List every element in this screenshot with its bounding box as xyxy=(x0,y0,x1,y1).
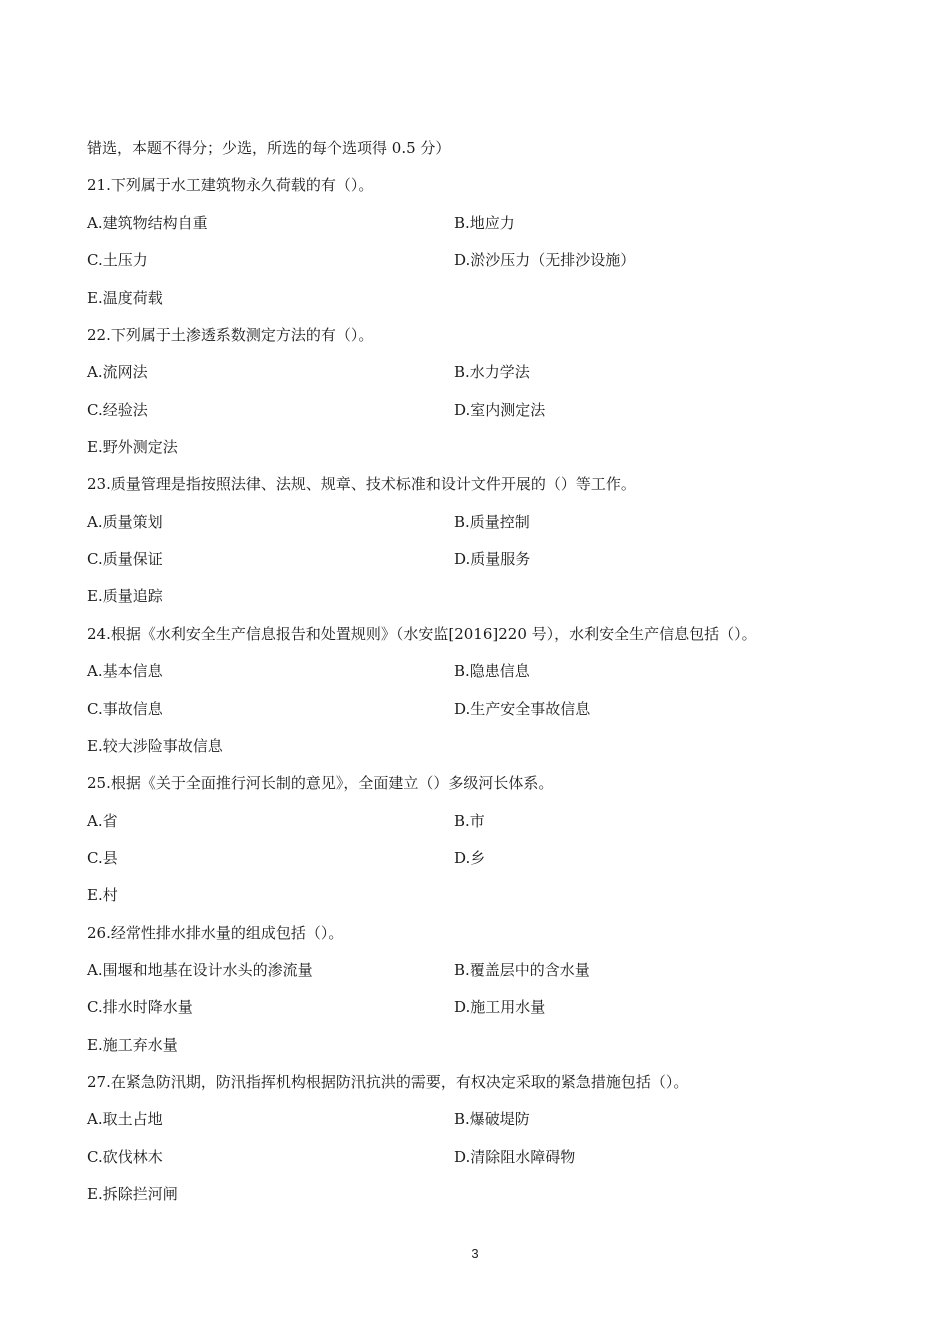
q27-option-a: A.取土占地 xyxy=(87,1110,163,1128)
q26-option-a: A.围堰和地基在设计水头的渗流量 xyxy=(87,961,313,979)
q23-option-c: C.质量保证 xyxy=(87,550,163,568)
question-27-stem: 27.在紧急防汛期，防汛指挥机构根据防汛抗洪的需要，有权决定采取的紧急措施包括（）。 xyxy=(87,1073,689,1091)
q24-option-b: B.隐患信息 xyxy=(454,662,530,680)
q24-option-e: E.较大涉险事故信息 xyxy=(87,737,223,755)
q21-option-b: B.地应力 xyxy=(454,214,515,232)
q26-option-b: B.覆盖层中的含水量 xyxy=(454,961,590,979)
question-24-stem: 24.根据《水利安全生产信息报告和处置规则》（水安监[2016]220 号），水利安全生产信息包括（）。 xyxy=(87,625,757,643)
q22-option-d: D.室内测定法 xyxy=(454,401,546,419)
q25-option-b: B.市 xyxy=(454,812,485,830)
page-number: 3 xyxy=(471,1246,479,1261)
question-26-stem: 26.经常性排水排水量的组成包括（）。 xyxy=(87,924,344,942)
q24-option-a: A.基本信息 xyxy=(87,662,163,680)
q22-option-a: A.流网法 xyxy=(87,363,148,381)
question-21-stem: 21.下列属于水工建筑物永久荷载的有（）。 xyxy=(87,176,374,194)
q26-option-e: E.施工弃水量 xyxy=(87,1036,178,1054)
q23-option-a: A.质量策划 xyxy=(87,513,163,531)
question-22-stem: 22.下列属于土渗透系数测定方法的有（）。 xyxy=(87,326,374,344)
q24-option-d: D.生产安全事故信息 xyxy=(454,700,591,718)
q26-option-d: D.施工用水量 xyxy=(454,998,546,1016)
q22-option-e: E.野外测定法 xyxy=(87,438,178,456)
question-23-stem: 23.质量管理是指按照法律、法规、规章、技术标准和设计文件开展的（）等工作。 xyxy=(87,475,636,493)
q21-option-c: C.土压力 xyxy=(87,251,148,269)
q22-option-c: C.经验法 xyxy=(87,401,148,419)
q23-option-b: B.质量控制 xyxy=(454,513,530,531)
q26-option-c: C.排水时降水量 xyxy=(87,998,193,1016)
q27-option-b: B.爆破堤防 xyxy=(454,1110,530,1128)
q27-option-c: C.砍伐林木 xyxy=(87,1148,163,1166)
q25-option-c: C.县 xyxy=(87,849,118,867)
q25-option-e: E.村 xyxy=(87,886,118,904)
q23-option-d: D.质量服务 xyxy=(454,550,531,568)
q21-option-d: D.淤沙压力（无排沙设施） xyxy=(454,251,636,269)
q22-option-b: B.水力学法 xyxy=(454,363,530,381)
q27-option-e: E.拆除拦河闸 xyxy=(87,1185,178,1203)
q25-option-a: A.省 xyxy=(87,812,118,830)
q23-option-e: E.质量追踪 xyxy=(87,587,163,605)
q27-option-d: D.清除阻水障碍物 xyxy=(454,1148,576,1166)
q21-option-e: E.温度荷载 xyxy=(87,289,163,307)
question-25-stem: 25.根据《关于全面推行河长制的意见》，全面建立（）多级河长体系。 xyxy=(87,774,554,792)
q24-option-c: C.事故信息 xyxy=(87,700,163,718)
intro-text: 错选，本题不得分；少选，所选的每个选项得 0.5 分） xyxy=(87,139,451,157)
q25-option-d: D.乡 xyxy=(454,849,486,867)
q21-option-a: A.建筑物结构自重 xyxy=(87,214,208,232)
